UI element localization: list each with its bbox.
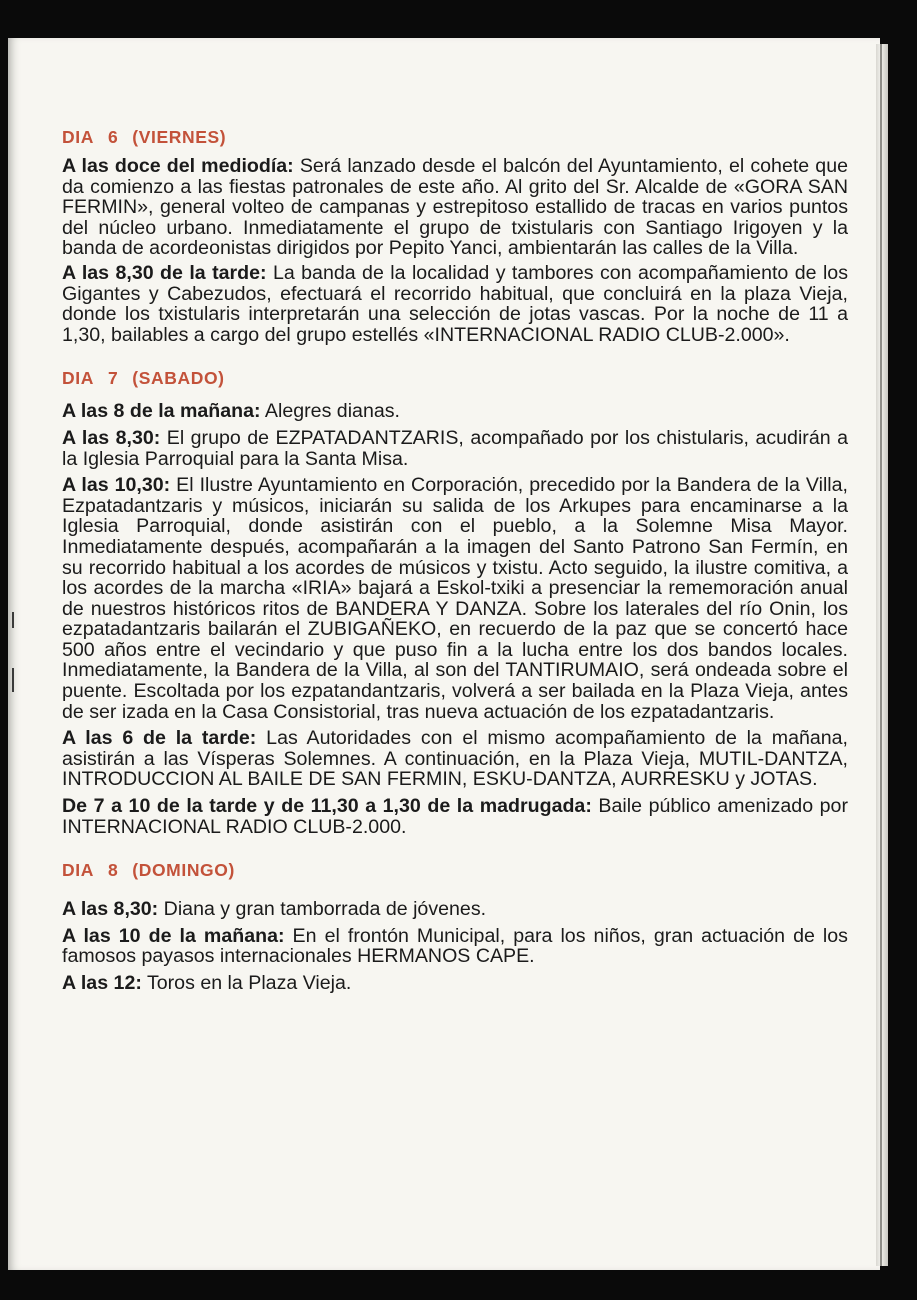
schedule-paragraph <box>62 899 848 920</box>
event-text: Toros en la Plaza Vieja. <box>141 972 352 994</box>
event-text: Baile público amenizado por INTERNACIONAL RADIO CLUB-2.000. <box>62 795 848 838</box>
day-section-7 <box>62 367 848 837</box>
day-section-8 <box>62 859 848 993</box>
event-text: Será lanzado desde el balcón del Ayuntamiento, el cohete que da comienzo a las fiestas patronales de este año. Al grito del Sr. Alcalde de «GORA SAN FERMIN», general volteo de campanas y estrepitoso estallido de tracas en varios puntos del núcleo urbano. Inmediatamente el grupo de txistularis con Santiago Irigoyen y la banda de acordeonistas dirigidos por Pepito Yanci, ambientarán las calles de la Villa. <box>62 155 848 260</box>
time-label: A las 10 de la mañana: <box>62 924 285 947</box>
binding-mark <box>12 612 14 628</box>
schedule-paragraph <box>62 428 848 469</box>
day-name: (SABADO) <box>132 368 225 389</box>
event-text: Las Autoridades con el mismo acompañamiento de la mañana, asistirán a las Vísperas Solemnes. A continuación, en la Plaza Vieja, MUTIL-DANTZA, INTRODUCCION AL BAILE DE SAN FERMIN, ESKU-DANTZA, AURRESKU y JOTAS. <box>62 727 849 791</box>
time-label: A las 6 de la tarde: <box>62 727 257 750</box>
page-edge-line <box>880 44 882 1266</box>
document-body <box>62 126 848 1016</box>
page-edge <box>876 44 888 1266</box>
day-heading <box>62 367 848 389</box>
time-label: A las 8,30: <box>62 426 161 449</box>
event-text: El Ilustre Ayuntamiento en Corporación, precedido por la Bandera de la Villa, Ezpatadantzaris y músicos, iniciarán su salida de los Arkupes para encaminarse a la Iglesia Parroquial, donde asistirán con el pueblo, a la Solemne Misa Mayor. Inmediatamente después, acompañarán a la imagen del Santo Patrono San Fermín, en su recorrido habitual a los acordes de músicos y txistu. Acto seguido, la ilustre comitiva, a los acordes de la marcha «IRIA» bajará a Eskol-txiki a presenciar la rememoración anual de nuestros históricos ritos de BANDERA Y DANZA. Sobre los laterales del río Onin, los ezpatadantzaris bailarán el ZUBIGAÑEKO, en recuerdo de la paz que se concertó hace 500 años entre el vecindario y que puso fin a la lucha entre los dos bandos locales. Inmediatamente, la Bandera de la Villa, al son del TANTIRUMAIO, será ondeada sobre el puente. Escoltada por los ezpatandantzaris, volverá a ser bailada en la Plaza Vieja, antes de ser izada en la Casa Consistorial, tras nueva actuación de los ezpatadantzaris. <box>62 474 848 723</box>
day-heading <box>62 126 848 148</box>
event-text: Diana y gran tamborrada de jóvenes. <box>158 898 487 921</box>
schedule-paragraph <box>62 156 848 259</box>
time-label: A las 10,30: <box>62 474 171 497</box>
schedule-paragraph <box>62 973 848 994</box>
schedule-paragraph <box>62 263 848 345</box>
time-label: A las 8,30: <box>62 898 159 921</box>
event-text: Alegres dianas. <box>260 400 400 423</box>
day-name: (DOMINGO) <box>132 860 235 881</box>
day-section-6 <box>62 126 848 345</box>
time-label: De 7 a 10 de la tarde y de 11,30 a 1,30 de la madrugada: <box>62 795 592 818</box>
event-text: En el frontón Municipal, para los niños, gran actuación de los famosos payasos internacionales HERMANOS CAPE. <box>62 924 848 968</box>
time-label: A las doce del mediodía: <box>62 155 294 177</box>
day-word: DIA <box>62 127 94 147</box>
time-label: A las 12: <box>62 972 142 994</box>
day-number: 8 <box>107 860 119 881</box>
day-number: 6 <box>107 127 119 147</box>
schedule-paragraph <box>62 796 848 837</box>
schedule-paragraph <box>62 926 848 967</box>
time-label: A las 8 de la mañana: <box>62 400 261 423</box>
schedule-paragraph <box>62 475 848 722</box>
time-label: A las 8,30 de la tarde: <box>62 261 267 284</box>
day-number: 7 <box>107 368 119 389</box>
day-name: (VIERNES) <box>132 127 227 147</box>
event-text: La banda de la localidad y tambores con acompañamiento de los Gigantes y Cabezudos, efectuará el recorrido habitual, que concluirá en la plaza Vieja, donde los txistularis interpretarán una selección de jotas vascas. Por la noche de 11 a 1,30, bailables a cargo del grupo estellés «INTERNACIONAL RADIO CLUB-2.000». <box>62 261 848 346</box>
binding-mark <box>12 668 14 692</box>
schedule-paragraph <box>62 728 848 790</box>
day-heading <box>62 859 848 881</box>
schedule-paragraph <box>62 401 848 422</box>
day-word: DIA <box>62 860 94 881</box>
day-word: DIA <box>62 368 94 389</box>
event-text: El grupo de EZPATADANTZARIS, acompañado por los chistularis, acudirán a la Iglesia Parroquial para la Santa Misa. <box>62 426 848 470</box>
